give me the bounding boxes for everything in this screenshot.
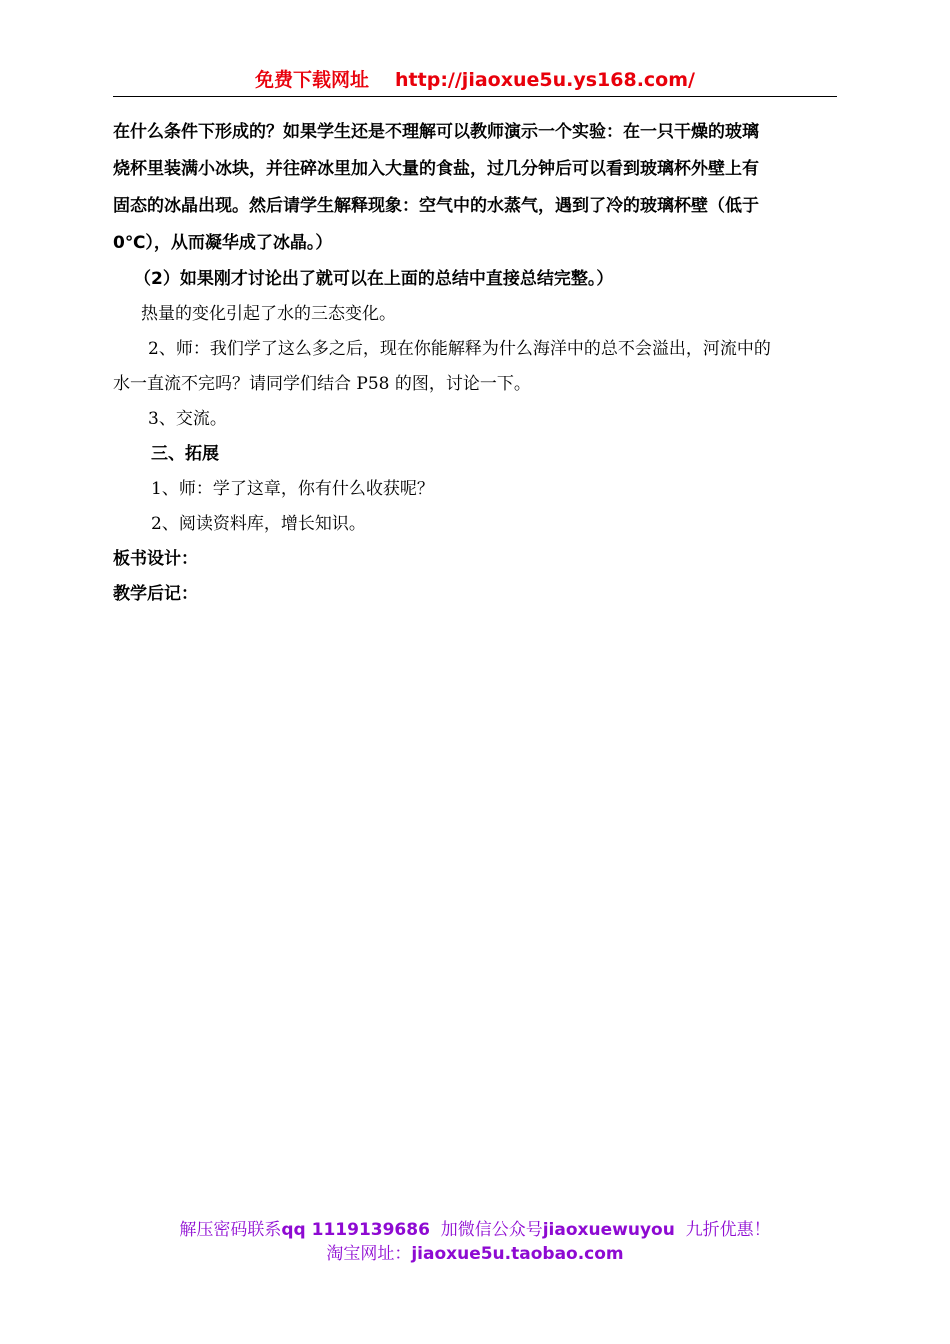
- body-line-4: 0℃），从而凝华成了冰晶。）: [113, 233, 333, 253]
- body-line-11: 1、师：学了这章，你有什么收获呢？: [151, 479, 434, 499]
- footer-taobao-url[interactable]: jiaoxue5u.taobao.com: [411, 1244, 624, 1264]
- body-line-12: 2、阅读资料库，增长知识。: [151, 514, 366, 534]
- body-line-7: 2、师：我们学了这么多之后，现在你能解释为什么海洋中的总不会溢出，河流中的: [148, 339, 771, 359]
- body-line-6: 热量的变化引起了水的三态变化。: [141, 304, 396, 324]
- page-header: [113, 64, 837, 96]
- body-line-1: 在什么条件下形成的？如果学生还是不理解可以教师演示一个实验：在一只干燥的玻璃: [113, 122, 759, 142]
- body-line-5: （2）如果刚才讨论出了就可以在上面的总结中直接总结完整。）: [134, 269, 614, 289]
- footer-line-2: [0, 1242, 950, 1266]
- header-rule: [113, 96, 837, 97]
- body-line-8: 水一直流不完吗？请同学们结合 P58 的图，讨论一下。: [113, 374, 531, 394]
- footer-wechat-id: jiaoxuewuyou: [542, 1220, 675, 1240]
- board-design-label: 板书设计：: [113, 549, 198, 569]
- footer-password-text: 解压密码联系: [179, 1220, 282, 1240]
- footer-wechat-text: 加微信公众号: [440, 1220, 543, 1240]
- footer-taobao-label: 淘宝网址：: [326, 1244, 412, 1264]
- teaching-notes-label: 教学后记：: [113, 584, 198, 604]
- body-line-2: 烧杯里装满小冰块，并往碎冰里加入大量的食盐，过几分钟后可以看到玻璃杯外壁上有: [113, 159, 759, 179]
- body-line-3: 固态的冰晶出现。然后请学生解释现象：空气中的水蒸气，遇到了冷的玻璃杯壁（低于: [113, 196, 759, 216]
- footer-line-1: [0, 1218, 950, 1242]
- footer-discount: 九折优惠！: [685, 1220, 771, 1240]
- body-line-9: 3、交流。: [148, 409, 227, 429]
- header-url[interactable]: http://jiaoxue5u.ys168.com/: [395, 69, 695, 91]
- section-heading-extension: 三、拓展: [151, 444, 219, 464]
- footer-qq: qq 1119139686: [281, 1220, 430, 1240]
- header-title: 免费下载网址: [255, 69, 370, 91]
